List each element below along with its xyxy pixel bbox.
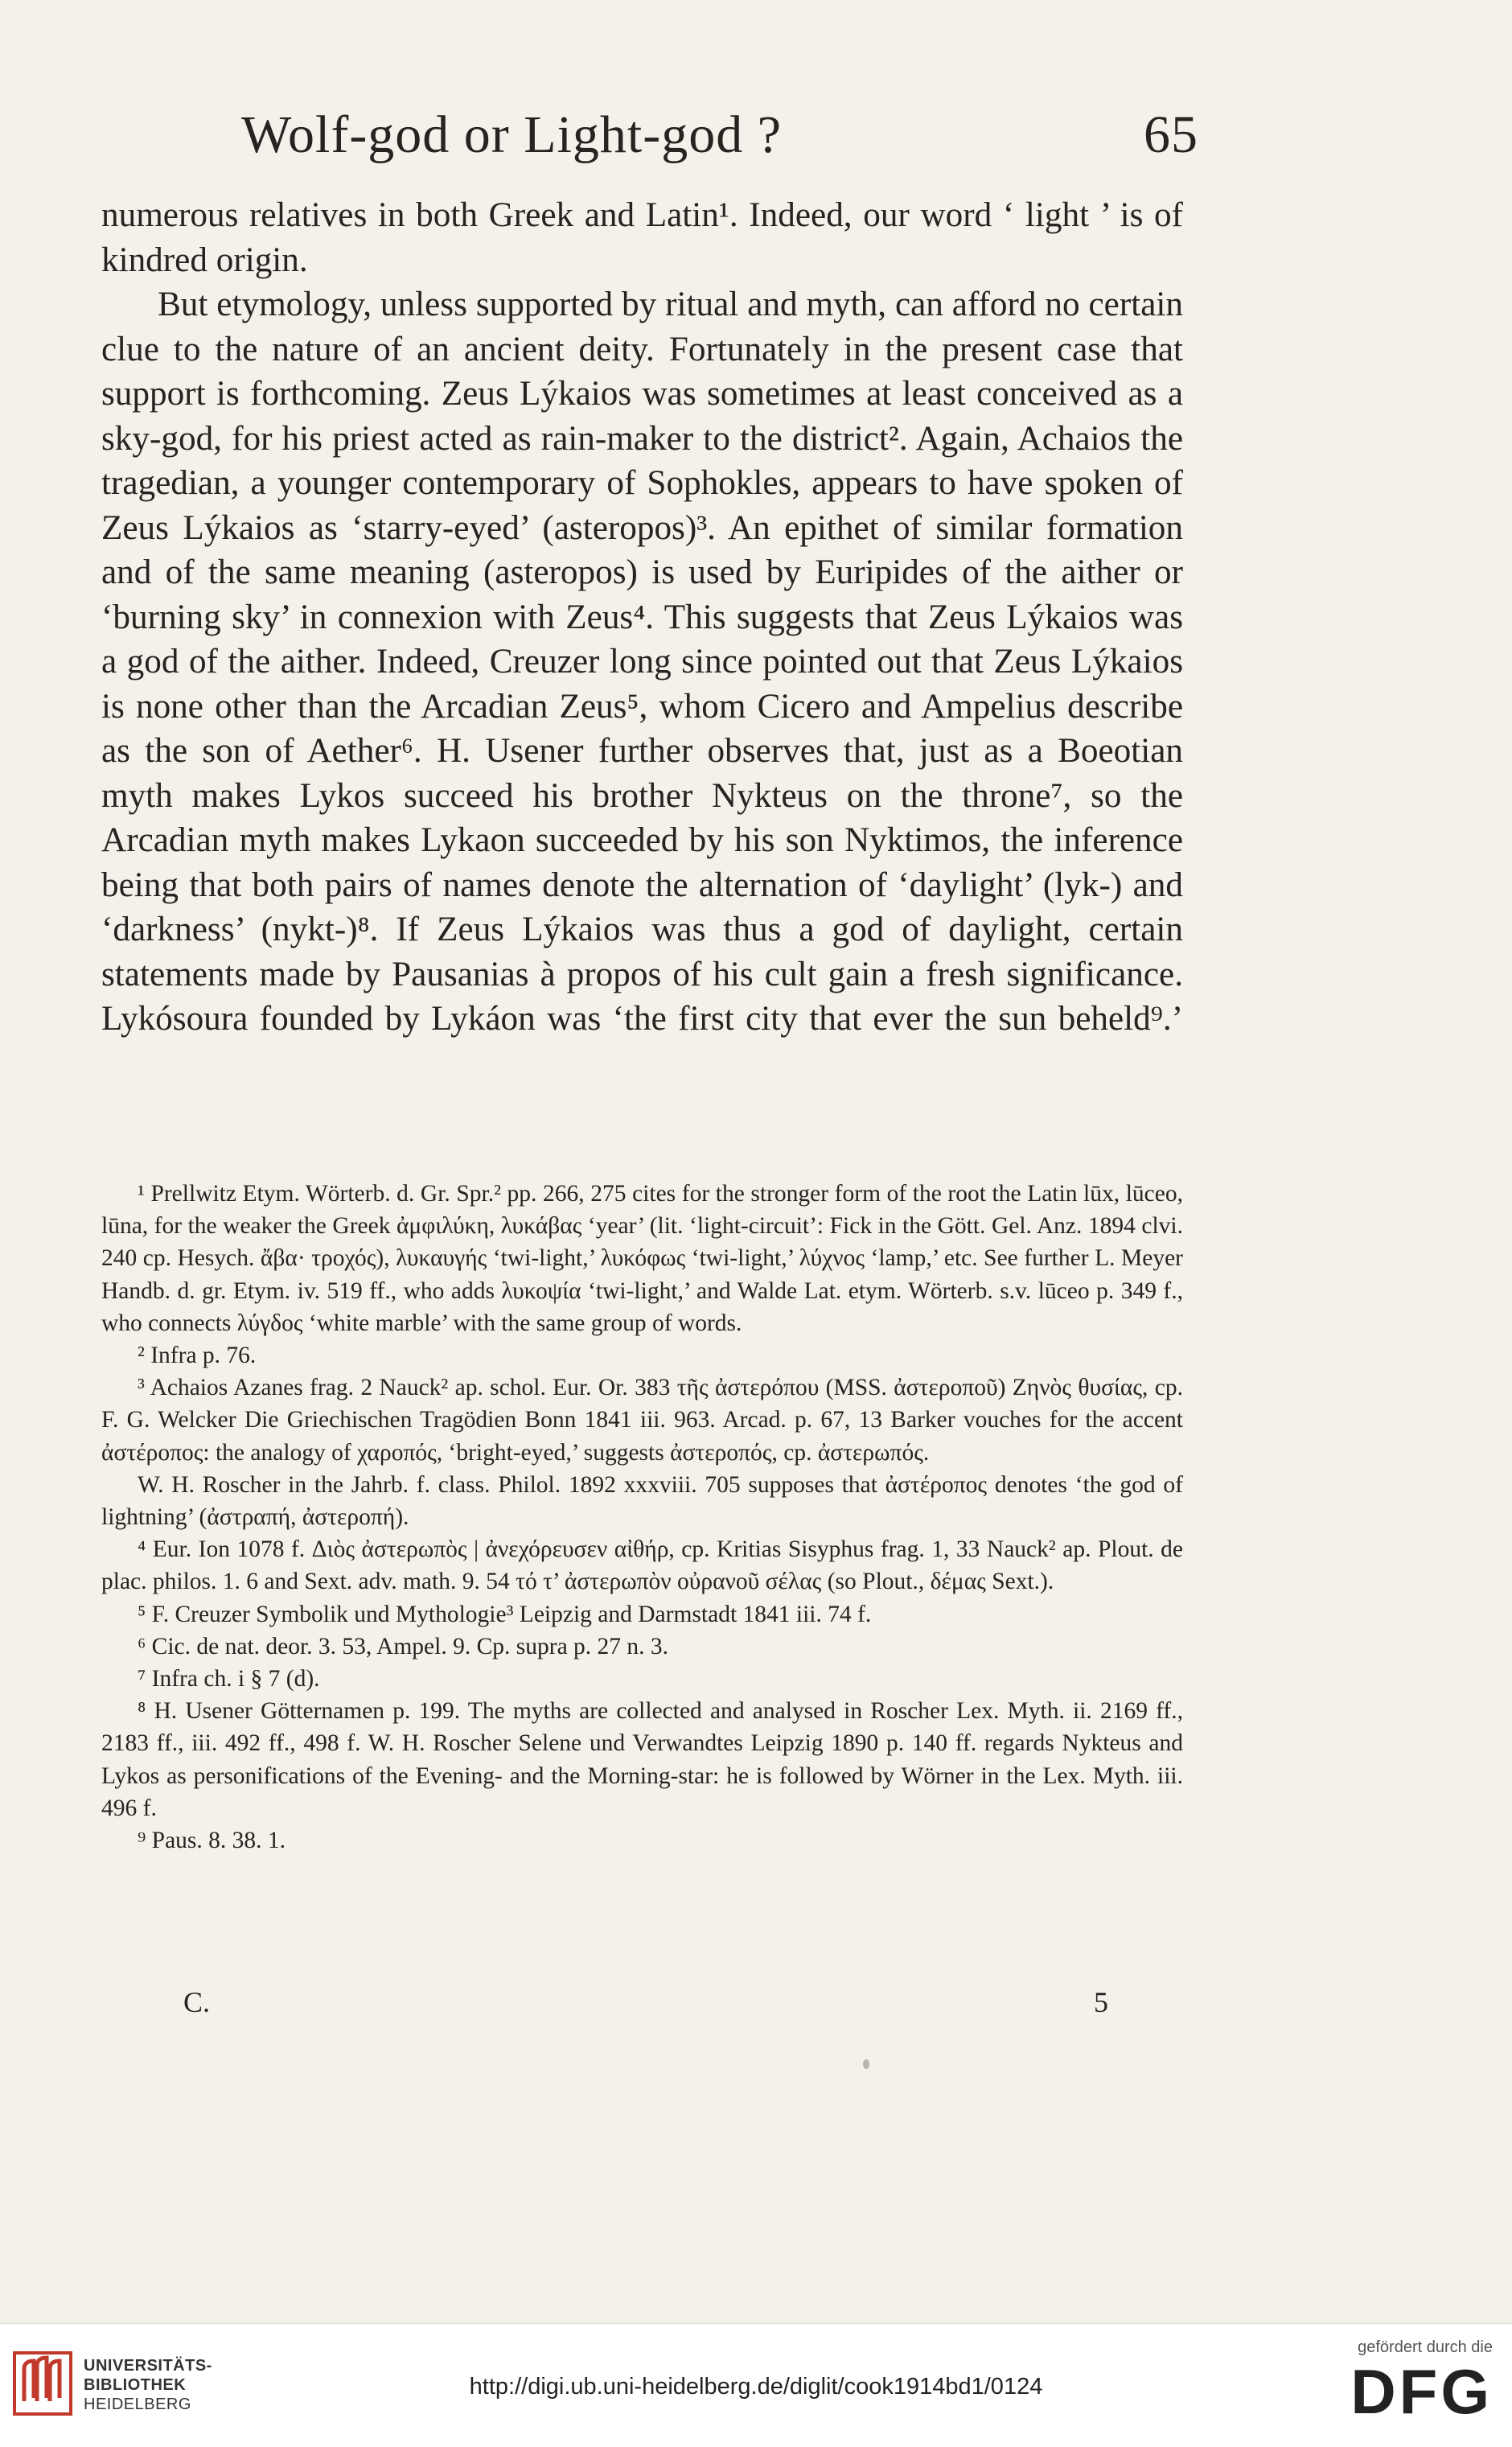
signature-line — [183, 1985, 1108, 2019]
footnote-6: ⁶ Cic. de nat. deor. 3. 53, Ampel. 9. Cp. supra p. 27 n. 3. — [138, 1633, 669, 1659]
running-title: Wolf-god or Light-god ? — [241, 105, 783, 164]
paper-spot — [863, 2059, 869, 2069]
paragraph-1: numerous relatives in both Greek and Latin¹. Indeed, our word ‘ light ’ is of kindred origin. — [101, 196, 1183, 279]
dfg-logo: DFG — [1350, 2356, 1493, 2427]
footnote-3-continuation: W. H. Roscher in the Jahrb. f. class. Philol. 1892 xxxviii. 705 supposes that ἀστέροπος denotes ‘the god of lightning’ (ἀστραπή, ἀστεροπή). — [101, 1471, 1183, 1531]
footnote-3: ³ Achaios Azanes frag. 2 Nauck² ap. schol. Eur. Or. 383 τῆς ἀστερόπου (MSS. ἀστεροποῦ) Ζηνὸς θυσίας, cp. F. G. Welcker Die Griechischen Tragödien Bonn 1841 iii. 963. Arcad. p. 67, 13 Barker vouches for the accent ἀστέροπος: the analogy of χαροπός, ‘bright-eyed,’ suggests ἀστεροπός, cp. ἀστερωπός. — [101, 1375, 1183, 1466]
body-text — [101, 193, 1183, 1042]
footnotes — [101, 1178, 1183, 1857]
funder-block[interactable] — [1308, 2338, 1493, 2426]
page-number: 65 — [1144, 105, 1198, 164]
footnote-9: ⁹ Paus. 8. 38. 1. — [138, 1828, 286, 1854]
paragraph-2: But etymology, unless supported by ritual and myth, can afford no certain clue to the nature of an ancient deity. Fortunately in the present case that support is forthcoming. Zeus Lýkaios was sometimes at least conceived as a sky-god, for his priest acted as rain-maker to the district². Again, Achaios the tragedian, a younger contemporary of Sophokles, appears to have spoken of Zeus Lýkaios as ‘starry-eyed’ (asteropos)³. An epithet of similar formation and of the same meaning (asteropos) is used by Euripides of the aither or ‘burning sky’ in connexion with Zeus⁴. This suggests that Zeus Lýkaios was a god of the aither. Indeed, Creuzer long since pointed out that Zeus Lýkaios is none other than the Arcadian Zeus⁵, whom Cicero and Ampelius describe as the son of Aether⁶. H. Usener further observes that, just as a Boeotian myth makes Lykos succeed his brother Nykteus on the throne⁷, so the Arcadian myth makes Lykaon succeeded by his son Nyktimos, the inference being that both pairs of names denote the alternation of ‘daylight’ (lyk-) and ‘darkness’ (nykt-)⁸. If Zeus Lýkaios was thus a god of daylight, certain statements made by Pausanias à propos of his cult gain a fresh significance. Lykósoura founded by Lykáon was ‘the first city that ever the sun beheld⁹.’ — [101, 286, 1183, 1038]
signature-mark: C. — [183, 1986, 211, 2018]
footnote-7: ⁷ Infra ch. i § 7 (d). — [138, 1666, 320, 1692]
footnote-2: ² Infra p. 76. — [138, 1343, 257, 1369]
footnote-8: ⁸ H. Usener Götternamen p. 199. The myths are collected and analysed in Roscher Lex. Myth. ii. 2169 ff., 2183 ff., iii. 492 ff., 498 f. W. H. Roscher Selene und Verwandtes Leipzig 1890 p. 140 ff. regards Nykteus and Lykos as personifications of the Evening- and the Morning-star: he is followed by Wörner in the Lex. Myth. iii. 496 f. — [101, 1698, 1183, 1821]
funding-caption: gefördert durch die — [1358, 2338, 1493, 2356]
footnote-5: ⁵ F. Creuzer Symbolik und Mythologie³ Leipzig and Darmstadt 1841 iii. 74 f. — [138, 1601, 872, 1627]
digitization-footer — [0, 2323, 1512, 2447]
footnote-1: ¹ Prellwitz Etym. Wörterb. d. Gr. Spr.² pp. 266, 275 cites for the stronger form of the root the Latin lūx, lūceo, lūna, for the weaker the Greek ἀμφιλύκη, λυκάβας ‘year’ (lit. ‘light-circuit’: Fick in the Gött. Gel. Anz. 1894 clvi. 240 cp. Hesych. ἄβα· τροχός), λυκαυγής ‘twi-light,’ λυκόφως ‘twi-light,’ λύχνος ‘lamp,’ etc. See further L. Meyer Handb. d. gr. Etym. iv. 519 ff., who adds λυκοψία ‘twi-light,’ and Walde Lat. etym. Wörterb. s.v. lūceo p. 349 f., who connects λύγδος ‘white marble’ with the same group of words. — [101, 1181, 1183, 1336]
permalink[interactable]: http://digi.ub.uni-heidelberg.de/diglit/cook1914bd1/0124 — [469, 2374, 1043, 2400]
running-header — [241, 105, 1198, 166]
gathering-number: 5 — [1094, 1986, 1108, 2018]
footnote-4: ⁴ Eur. Ion 1078 f. Διὸς ἀστερωπὸς | ἀνεχόρευσεν αἰθήρ, cp. Kritias Sisyphus frag. 1, 33 Nauck² ap. Plout. de plac. philos. 1. 6 and Sext. adv. math. 9. 54 τό τ’ ἀστερωπὸν οὐρανοῦ σέλας (so Plout., δέμας Sext.). — [101, 1536, 1183, 1595]
library-name: UNIVERSITÄTS- BIBLIOTHEK HEIDELBERG — [84, 2357, 212, 2413]
